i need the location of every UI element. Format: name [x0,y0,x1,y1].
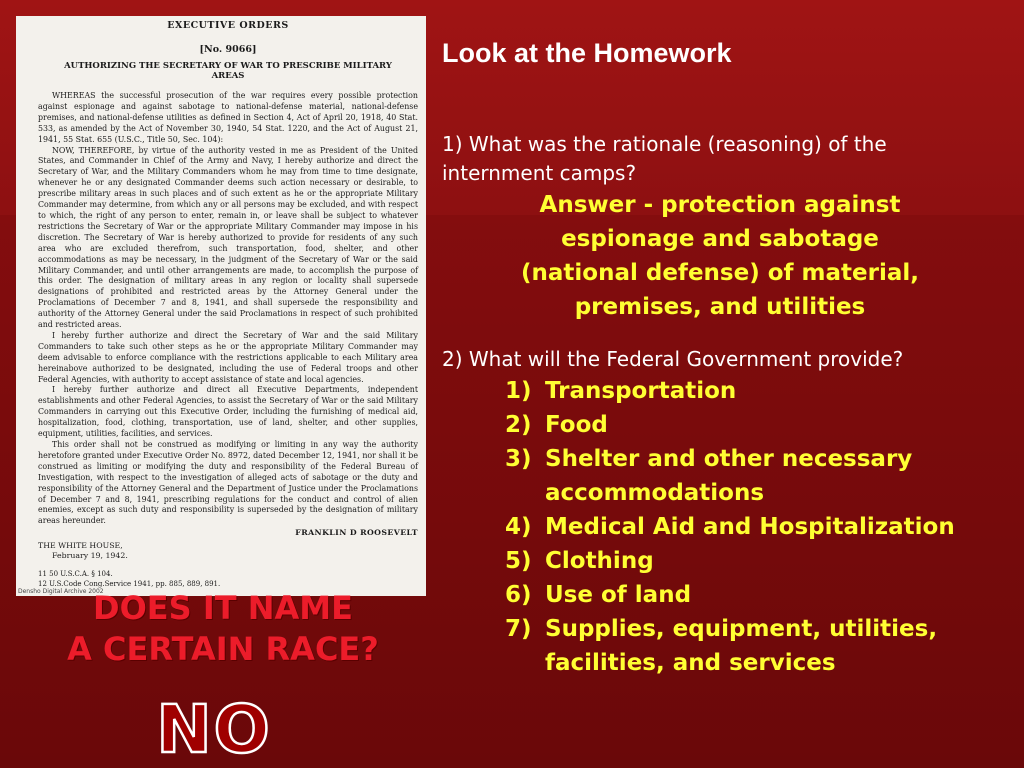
doc-title-line2: AREAS [211,71,245,81]
list-item [505,544,1005,578]
provision-list [505,374,1005,680]
race-question [10,588,436,670]
answer-1-line: Answer - protection against [539,192,901,218]
doc-title [38,61,418,81]
doc-paragraph: NOW, THEREFORE, by virtue of the authority vested in me as President of the United States, and Commander in Chief of the Army and Navy, I hereby authorize and direct the Secretary of War, and the Military Commanders whom he may from time to time designate, whenever he or any designated Commander deems such action necessary or desirable, to prescribe military areas in such places and of such extent as he or the appropriate Military Commander may determine, from which any or all persons may be excluded, and with respect to which, the right of any person to enter, remain in, or leave shall be subject to whatever restrictions the Secretary of War or the appropriate Military Commander may impose in his discretion. The Secretary of War is hereby authorized to provide for residents of any such area who are excluded therefrom, such transportation, food, shelter, and other accommodations as may be necessary, in the judgment of the Secretary of War or the said Military Commander, and until other arrangements are made, to accomplish the purpose of this order. The designation of military areas in any region or locality shall supersede designations of prohibited and restricted areas by the Attorney General under the Proclamations of December 7 and 8, 1941, and shall supersede the responsibility and authority of the Attorney General under the said Proclamations in respect of such prohibited and restricted areas. [38,145,418,330]
doc-footnote: 11 50 U.S.C.A. § 104. [38,570,113,579]
list-text: Shelter and other necessary accommodations [545,446,913,506]
question-2: 2) What will the Federal Government provide? [442,347,904,371]
doc-footnote: 12 U.S.Code Cong.Service 1941, pp. 885, 889, 891. [38,580,221,589]
list-item [505,578,1005,612]
answer-1 [490,188,950,324]
doc-paragraph: I hereby further authorize and direct the Secretary of War and the said Military Commanders to take such other steps as he or the appropriate Military Commander may deem advisable to enforce compliance with the restrictions applicable to each Military area hereinabove authorized to be designated, including the use of Federal troops and other Federal Agencies, with authority to accept assistance of state and local agencies. [38,330,418,384]
list-item [505,612,1005,680]
doc-title-line1: AUTHORIZING THE SECRETARY OF WAR TO PRESCRIBE MILITARY [64,61,392,71]
list-item [505,408,1005,442]
doc-place: THE WHITE HOUSE, [38,541,123,551]
doc-number: [No. 9066] [199,44,257,55]
race-question-line2: A CERTAIN RACE? [67,630,379,668]
list-number: 1) [505,378,532,404]
race-answer: NO [156,691,272,768]
doc-place-date [38,541,418,561]
list-text: Transportation [545,378,737,404]
list-number: 2) [505,412,532,438]
list-text: Food [545,412,608,438]
list-text: Supplies, equipment, utilities, facilities, and services [545,616,938,676]
question-1: 1) What was the rationale (reasoning) of the internment camps? [442,132,887,185]
answer-1-line: (national defense) of material, [521,260,919,286]
list-number: 4) [505,514,532,540]
list-number: 6) [505,582,532,608]
race-question-line1: DOES IT NAME [93,589,353,627]
executive-order-image [16,16,426,596]
list-number: 7) [505,616,532,642]
list-number: 3) [505,446,532,472]
answer-1-line: premises, and utilities [574,294,866,320]
list-text: Use of land [545,582,692,608]
answer-1-line: espionage and sabotage [561,226,879,252]
doc-credit: Densho Digital Archive 2002 [18,588,104,595]
list-item [505,510,1005,544]
slide-title: Look at the Homework [442,38,732,68]
list-item [505,442,1005,510]
doc-paragraph: WHEREAS the successful prosecution of the war requires every possible protection against espionage and against sabotage to national-defense material, national-defense premises, and national-defense utilities as defined in Section 4, Act of April 20, 1918, 40 Stat. 533, as amended by the Act of November 30, 1940, 54 Stat. 1220, and the Act of August 21, 1941, 55 Stat. 655 (U.S.C., Title 50, Sec. 104): [38,91,418,144]
doc-footnotes [38,569,418,589]
list-text: Medical Aid and Hospitalization [545,514,955,540]
list-text: Clothing [545,548,654,574]
list-number: 5) [505,548,532,574]
list-item [505,374,1005,408]
doc-signature: FRANKLIN D ROOSEVELT [295,528,418,538]
doc-header: EXECUTIVE ORDERS [167,20,289,31]
doc-body [38,91,418,527]
doc-paragraph: This order shall not be construed as modifying or limiting in any way the authority heretofore granted under Executive Order No. 8972, dated December 12, 1941, nor shall it be construed as limiting or modifying the duty and responsibility of the Federal Bureau of Investigation, with respect to the investigation of alleged acts of sabotage or the duty and responsibility of the Attorney General and the Department of Justice under the Proclamations of December 7 and 8, 1941, prescribing regulations for the conduct and control of alien enemies, except as such duty and responsibility is superseded by the designation of military areas hereunder. [38,440,418,526]
doc-date: February 19, 1942. [52,551,128,561]
doc-paragraph: I hereby further authorize and direct all Executive Departments, independent establishments and other Federal Agencies, to assist the Secretary of War or the said Military Commanders in carrying out this Executive Order, including the furnishing of medical aid, hospitalization, food, clothing, transportation, use of land, shelter, and other supplies, equipment, utilities, facilities, and services. [38,385,418,439]
